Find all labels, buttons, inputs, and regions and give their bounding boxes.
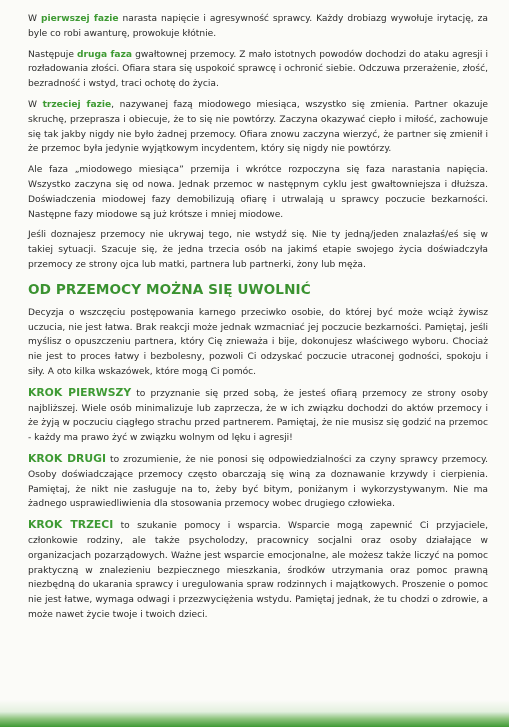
text-fragment: W: [28, 14, 41, 24]
paragraph-phase-one: [28, 12, 488, 42]
paragraph-do-not-hide: Jeśli doznajesz przemocy nie ukrywaj tego, nie wstydź się. Nie ty jedną/jeden znalazłaś/eś się w takiej sytuacji. Szacuje się, że jedna trzecia osób na jakimś etapie swojego życia doświadczyła przemocy ze strony ojca lub matki, partnera lub partnerki, żony lub męża.: [28, 230, 488, 270]
step-three-text: to szukanie pomocy i wsparcia. Wsparcie mogą zapewnić Ci przyjaciele, członkowie rodziny, ale także psycholodzy, pracownicy socjalni oraz osoby działające w organizacjach pozarządowych. Ważne jest wsparcie emocjonalne, ale możesz także liczyć na pomoc praktyczną w znalezieniu bezpiecznego mieszkania, środków utrzymania oraz pomoc prawną niezbędną do ukarania sprawcy i uregulowania spraw rodzinnych i majątkowych. Proszenie o pomoc nie jest łatwe, wymaga odwagi i przezwyciężenia wstydu. Pamiętaj jednak, że tu chodzi o zdrowie, a może nawet życie twoje i twoich dzieci.: [28, 521, 489, 620]
step-three: [28, 518, 488, 623]
text-fragment: W: [28, 99, 43, 110]
paragraph-phase-two: [28, 48, 488, 92]
term-first-phase: pierwszej fazie: [40, 14, 119, 24]
text-fragment: gwałtownej przemocy. Z mało istotnych powodów dochodzi do ataku agresji i rozładowania złości. Ofiara stara się uspokoić sprawcę i ochronić siebie. Odczuwa przerażenie, złość, bezradność i wstyd, traci ochotę do życia.: [28, 49, 488, 90]
paragraph-phase-three: [28, 98, 488, 157]
text-fragment: , nazywanej fazą miodowego miesiąca, wszystko się zmienia. Partner okazuje skruchę, przeprasza i obiecuje, że to się nie powtórzy. Zaczyna okazywać ciepło i miłość, zachowuje się tak jakby nigdy nie było żadnej przemocy. Ofiara znowu zaczyna wierzyć, że partner się zmienił i że przemoc była jedynie wyjątkowym incydentem, który się nigdy nie powtórzy.: [28, 99, 488, 155]
step-one: [28, 386, 488, 446]
step-two: [28, 452, 488, 512]
section-heading: OD PRZEMOCY MOŻNA SIĘ UWOLNIĆ: [28, 281, 311, 298]
step-one-heading: KROK PIERWSZY: [28, 385, 132, 399]
step-two-heading: KROK DRUGI: [28, 451, 107, 465]
term-second-phase: druga faza: [77, 49, 132, 60]
paragraph-decision: Decyzja o wszczęciu postępowania karnego przeciwko osobie, do której być może wciąż żywisz uczucia, nie jest łatwa. Brak reakcji może jednak wzmacniać jej poczucie bezkarności. Pamiętaj, jeśli myślisz o opuszczeniu partnera, który Cię znieważa i bije, dokonujesz właściwego wyboru. Chociaż nie jest to proces łatwy i bezbolesny, pozwoli Ci odzyskać poczucie utraconej godności, spokoju i siły. A oto kilka wskazówek, które mogą Ci pomóc.: [28, 307, 488, 377]
text-fragment: narasta napięcie i agresywność sprawcy. Każdy drobiazg wywołuje irytację, za byle co robi awanturę, prowokuje kłótnie.: [28, 14, 488, 39]
bottom-green-bar: [0, 712, 509, 727]
step-one-text: to przyznanie się przed sobą, że jesteś ofiarą przemocy ze strony osoby najbliższej. Wiele osób minimalizuje lub zaprzecza, że w ich związku dochodzi do aktów przemocy i że żyją w poczuciu ciągłego strachu przed partnerem. Pamiętaj, że nie musisz się godzić na przemoc - każdy ma prawo żyć w związku wolnym od lęku i agresji!: [28, 388, 488, 444]
term-third-phase: trzeciej fazie: [42, 99, 112, 110]
paragraph-honeymoon-ends: Ale faza „miodowego miesiąca” przemija i wkrótce rozpoczyna się faza narastania napięcia. Wszystko zaczyna się od nowa. Jednak przemoc w następnym cyklu jest gwałtowniejsza i dłuższa. Doświadczenia miodowej fazy demobilizują ofiarę i utrwalają u sprawcy poczucie bezkarności. Następne fazy miodowe są już krótsze i mniej miodowe.: [28, 165, 488, 220]
document-body: [28, 12, 488, 629]
text-fragment: Następuje: [28, 49, 78, 60]
step-three-heading: KROK TRZECI: [28, 518, 114, 532]
step-two-text: to zrozumienie, że nie ponosi się odpowiedzialności za czyny sprawcy przemocy. Osoby doświadczające przemocy często obarczają się winą za doznawanie krzywdy i cierpienia. Pamiętaj, że nikt nie zasługuje na to, żeby być bitym, poniżanym i wykorzystywanym. Nie ma żadnego usprawiedliwienia dla stosowania przemocy wobec drugiego człowieka.: [28, 454, 488, 510]
